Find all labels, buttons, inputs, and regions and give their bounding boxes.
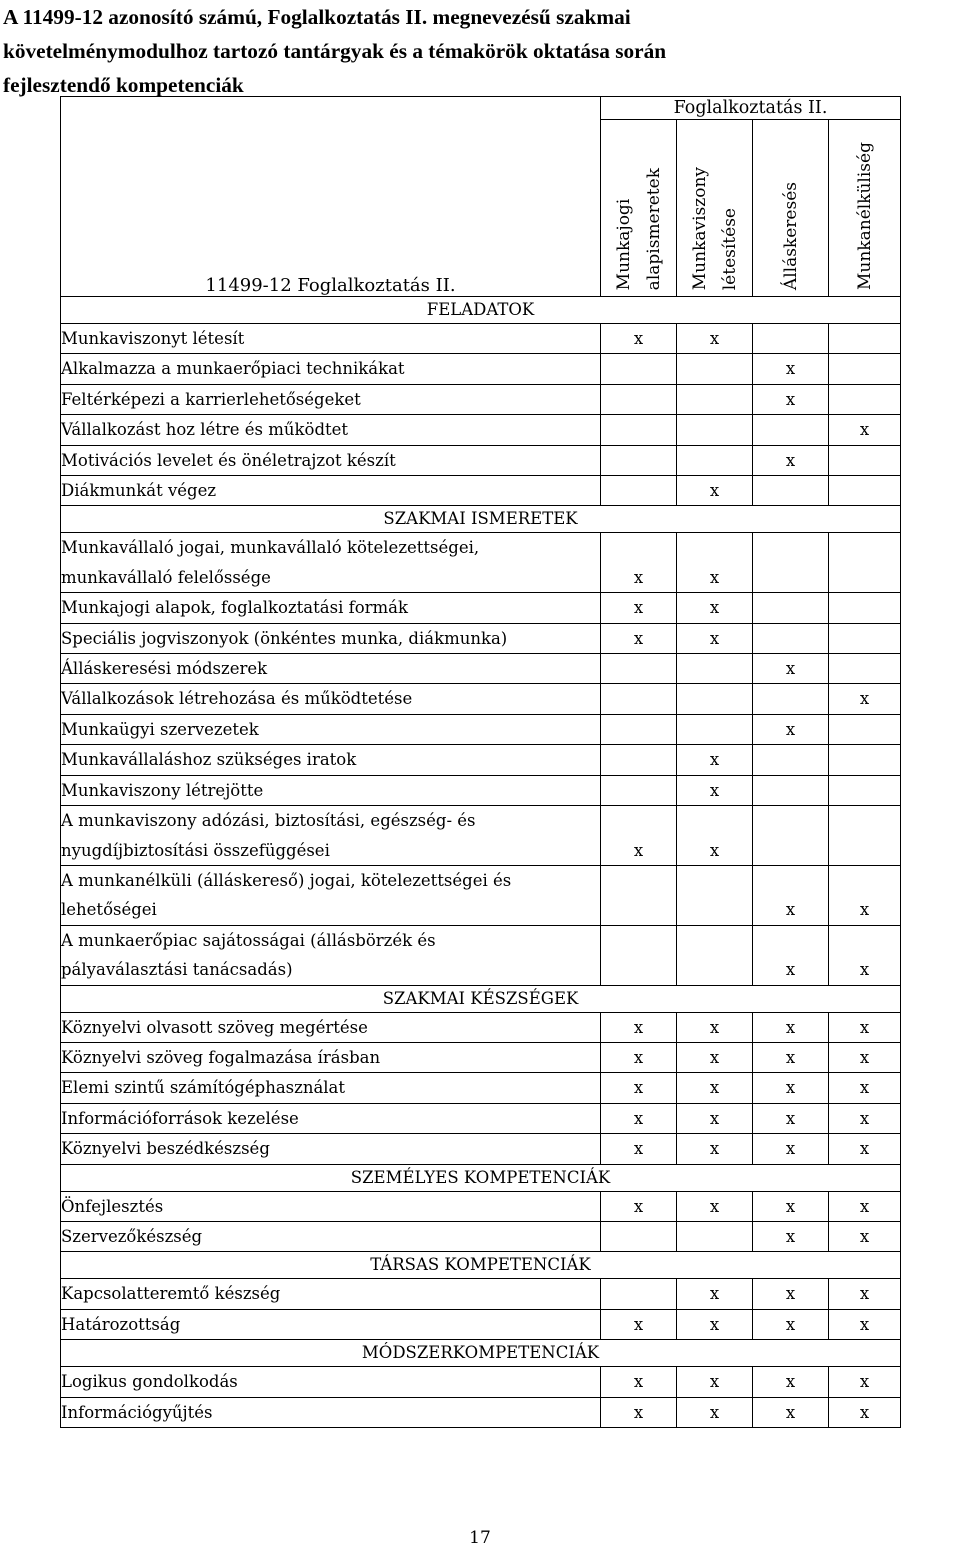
- mark-cell: x: [753, 1221, 829, 1251]
- row-label: Köznyelvi olvasott szöveg megértése: [61, 1012, 601, 1042]
- document-heading: [3, 0, 958, 102]
- table-row: [61, 684, 901, 714]
- mark-cell: [601, 1279, 677, 1309]
- section-row: [61, 985, 901, 1012]
- table-row: [61, 806, 901, 866]
- section-title: TÁRSAS KOMPETENCIÁK: [61, 1252, 901, 1279]
- mark-cell: x: [829, 1191, 901, 1221]
- mark-cell: x: [601, 593, 677, 623]
- mark-cell: x: [829, 1279, 901, 1309]
- mark-cell: x: [677, 775, 753, 805]
- topic-header-4-label: Munkanélküliség: [854, 142, 875, 290]
- mark-cell: x: [753, 714, 829, 744]
- mark-cell: x: [829, 1103, 901, 1133]
- mark-cell: x: [677, 1309, 753, 1339]
- mark-cell: [601, 775, 677, 805]
- mark-cell: [601, 714, 677, 744]
- mark-cell: x: [677, 324, 753, 354]
- mark-cell: x: [753, 1367, 829, 1397]
- mark-cell: [753, 623, 829, 653]
- mark-cell: [677, 714, 753, 744]
- section-row: [61, 1164, 901, 1191]
- mark-cell: x: [753, 1012, 829, 1042]
- table-row: [61, 1221, 901, 1251]
- heading-line-2: követelménymodulhoz tartozó tantárgyak és a témakörök oktatása során: [3, 39, 667, 63]
- row-label: Logikus gondolkodás: [61, 1367, 601, 1397]
- mark-cell: x: [829, 1397, 901, 1427]
- row-label: A munkanélküli (álláskereső) jogai, kötelezettségei és lehetőségei: [61, 865, 601, 925]
- table-row: [61, 324, 901, 354]
- row-label: Köznyelvi szöveg fogalmazása írásban: [61, 1042, 601, 1072]
- row-label: Munkajogi alapok, foglalkoztatási formák: [61, 593, 601, 623]
- mark-cell: [753, 593, 829, 623]
- table-row: [61, 925, 901, 985]
- mark-cell: x: [829, 1367, 901, 1397]
- row-label: Motivációs levelet és önéletrajzot készít: [61, 445, 601, 475]
- mark-cell: x: [677, 1367, 753, 1397]
- mark-cell: [829, 533, 901, 593]
- mark-cell: x: [677, 1397, 753, 1427]
- section-title: SZEMÉLYES KOMPETENCIÁK: [61, 1164, 901, 1191]
- mark-cell: [601, 865, 677, 925]
- mark-cell: [601, 654, 677, 684]
- mark-cell: [601, 384, 677, 414]
- topic-header-2: [677, 120, 753, 297]
- row-label: Önfejlesztés: [61, 1191, 601, 1221]
- mark-cell: x: [829, 1134, 901, 1164]
- mark-cell: [829, 806, 901, 866]
- mark-cell: x: [601, 1103, 677, 1133]
- mark-cell: x: [753, 1191, 829, 1221]
- mark-cell: [677, 684, 753, 714]
- mark-cell: x: [829, 865, 901, 925]
- mark-cell: x: [829, 684, 901, 714]
- header-row-subject: [61, 97, 901, 120]
- mark-cell: [753, 476, 829, 506]
- topic-header-4: [829, 120, 901, 297]
- mark-cell: x: [829, 1042, 901, 1072]
- topic-header-3-label: Álláskeresés: [780, 181, 801, 290]
- row-label: Speciális jogviszonyok (önkéntes munka, diákmunka): [61, 623, 601, 653]
- mark-cell: [677, 1221, 753, 1251]
- mark-cell: [829, 384, 901, 414]
- section-row: [61, 1340, 901, 1367]
- row-label: Munkavállaláshoz szükséges iratok: [61, 745, 601, 775]
- mark-cell: x: [677, 476, 753, 506]
- mark-cell: x: [677, 623, 753, 653]
- mark-cell: x: [753, 1309, 829, 1339]
- mark-cell: x: [753, 1103, 829, 1133]
- mark-cell: x: [677, 1012, 753, 1042]
- mark-cell: x: [601, 1012, 677, 1042]
- mark-cell: x: [753, 925, 829, 985]
- mark-cell: [677, 415, 753, 445]
- section-row: [61, 506, 901, 533]
- module-code-cell: 11499-12 Foglalkoztatás II.: [61, 97, 601, 297]
- matrix-body: [61, 97, 901, 1428]
- mark-cell: [753, 775, 829, 805]
- mark-cell: [753, 415, 829, 445]
- table-row: [61, 1073, 901, 1103]
- row-label: Munkaügyi szervezetek: [61, 714, 601, 744]
- mark-cell: x: [601, 1134, 677, 1164]
- table-row: [61, 476, 901, 506]
- mark-cell: x: [677, 1134, 753, 1164]
- mark-cell: [601, 925, 677, 985]
- subject-header: Foglalkoztatás II.: [601, 97, 901, 120]
- mark-cell: [677, 384, 753, 414]
- mark-cell: [829, 476, 901, 506]
- row-label: Kapcsolatteremtő készség: [61, 1279, 601, 1309]
- row-label: Munkavállaló jogai, munkavállaló kötelezettségei, munkavállaló felelőssége: [61, 533, 601, 593]
- mark-cell: [753, 533, 829, 593]
- row-label: A munkaerőpiac sajátosságai (állásbörzék és pályaválasztási tanácsadás): [61, 925, 601, 985]
- topic-header-2-label: Munkaviszony létesítése: [689, 166, 740, 290]
- row-label: Álláskeresési módszerek: [61, 654, 601, 684]
- topic-header-3: [753, 120, 829, 297]
- mark-cell: x: [753, 654, 829, 684]
- page-number: 17: [469, 1528, 491, 1548]
- mark-cell: [829, 354, 901, 384]
- table-row: [61, 714, 901, 744]
- mark-cell: [829, 593, 901, 623]
- competency-matrix-table: [60, 96, 901, 1428]
- table-row: [61, 1103, 901, 1133]
- mark-cell: x: [601, 324, 677, 354]
- row-label: Elemi szintű számítógéphasználat: [61, 1073, 601, 1103]
- section-title: MÓDSZERKOMPETENCIÁK: [61, 1340, 901, 1367]
- mark-cell: [829, 445, 901, 475]
- table-row: [61, 593, 901, 623]
- mark-cell: x: [753, 1134, 829, 1164]
- mark-cell: x: [601, 1367, 677, 1397]
- mark-cell: x: [829, 1309, 901, 1339]
- table-row: [61, 354, 901, 384]
- mark-cell: x: [753, 1073, 829, 1103]
- mark-cell: x: [753, 445, 829, 475]
- mark-cell: [753, 745, 829, 775]
- mark-cell: x: [601, 806, 677, 866]
- mark-cell: [829, 745, 901, 775]
- mark-cell: [677, 865, 753, 925]
- table-row: [61, 1367, 901, 1397]
- table-row: [61, 445, 901, 475]
- row-label: Szervezőkészség: [61, 1221, 601, 1251]
- row-label: A munkaviszony adózási, biztosítási, egészség- és nyugdíjbiztosítási összefüggései: [61, 806, 601, 866]
- mark-cell: [829, 775, 901, 805]
- mark-cell: [677, 354, 753, 384]
- row-label: Diákmunkát végez: [61, 476, 601, 506]
- mark-cell: x: [677, 533, 753, 593]
- topic-header-1-label: Munkajogi alapismeretek: [613, 167, 664, 290]
- mark-cell: x: [677, 1103, 753, 1133]
- mark-cell: x: [829, 1221, 901, 1251]
- table-row: [61, 1309, 901, 1339]
- mark-cell: x: [829, 1073, 901, 1103]
- row-label: Határozottság: [61, 1309, 601, 1339]
- table-row: [61, 533, 901, 593]
- row-label: Munkaviszonyt létesít: [61, 324, 601, 354]
- mark-cell: [753, 806, 829, 866]
- mark-cell: x: [601, 623, 677, 653]
- mark-cell: x: [601, 1309, 677, 1339]
- mark-cell: x: [677, 1279, 753, 1309]
- mark-cell: x: [753, 865, 829, 925]
- mark-cell: [677, 925, 753, 985]
- row-label: Munkaviszony létrejötte: [61, 775, 601, 805]
- mark-cell: x: [677, 745, 753, 775]
- table-row: [61, 1134, 901, 1164]
- mark-cell: [601, 476, 677, 506]
- heading-line-3: fejlesztendő kompetenciák: [3, 73, 244, 97]
- table-row: [61, 745, 901, 775]
- mark-cell: x: [753, 1397, 829, 1427]
- mark-cell: x: [677, 1042, 753, 1072]
- mark-cell: x: [829, 1012, 901, 1042]
- row-label: Vállalkozást hoz létre és működtet: [61, 415, 601, 445]
- mark-cell: [601, 354, 677, 384]
- mark-cell: [829, 654, 901, 684]
- table-row: [61, 384, 901, 414]
- mark-cell: x: [601, 1073, 677, 1103]
- section-title: SZAKMAI ISMERETEK: [61, 506, 901, 533]
- topic-header-1: [601, 120, 677, 297]
- mark-cell: x: [601, 1397, 677, 1427]
- mark-cell: [753, 684, 829, 714]
- mark-cell: x: [753, 1279, 829, 1309]
- table-row: [61, 1042, 901, 1072]
- mark-cell: [601, 684, 677, 714]
- mark-cell: x: [601, 533, 677, 593]
- table-row: [61, 865, 901, 925]
- mark-cell: x: [677, 1073, 753, 1103]
- table-row: [61, 623, 901, 653]
- table-row: [61, 1191, 901, 1221]
- mark-cell: [829, 714, 901, 744]
- mark-cell: [601, 1221, 677, 1251]
- mark-cell: x: [677, 593, 753, 623]
- row-label: Köznyelvi beszédkészség: [61, 1134, 601, 1164]
- mark-cell: x: [677, 806, 753, 866]
- section-title: SZAKMAI KÉSZSÉGEK: [61, 985, 901, 1012]
- mark-cell: [677, 654, 753, 684]
- row-label: Alkalmazza a munkaerőpiaci technikákat: [61, 354, 601, 384]
- table-row: [61, 1012, 901, 1042]
- mark-cell: [829, 623, 901, 653]
- mark-cell: x: [677, 1191, 753, 1221]
- table-row: [61, 1279, 901, 1309]
- section-title: FELADATOK: [61, 297, 901, 324]
- mark-cell: x: [753, 354, 829, 384]
- table-row: [61, 654, 901, 684]
- mark-cell: [677, 445, 753, 475]
- mark-cell: x: [829, 415, 901, 445]
- mark-cell: [753, 324, 829, 354]
- section-row: [61, 297, 901, 324]
- mark-cell: [601, 745, 677, 775]
- mark-cell: [601, 445, 677, 475]
- row-label: Vállalkozások létrehozása és működtetése: [61, 684, 601, 714]
- mark-cell: x: [829, 925, 901, 985]
- table-row: [61, 775, 901, 805]
- mark-cell: [601, 415, 677, 445]
- mark-cell: x: [601, 1042, 677, 1072]
- mark-cell: x: [753, 1042, 829, 1072]
- section-row: [61, 1252, 901, 1279]
- heading-line-1: A 11499-12 azonosító számú, Foglalkoztatás II. megnevezésű szakmai: [3, 5, 631, 29]
- mark-cell: x: [753, 384, 829, 414]
- table-row: [61, 1397, 901, 1427]
- mark-cell: x: [601, 1191, 677, 1221]
- table-row: [61, 415, 901, 445]
- row-label: Információforrások kezelése: [61, 1103, 601, 1133]
- mark-cell: [829, 324, 901, 354]
- row-label: Feltérképezi a karrierlehetőségeket: [61, 384, 601, 414]
- row-label: Információgyűjtés: [61, 1397, 601, 1427]
